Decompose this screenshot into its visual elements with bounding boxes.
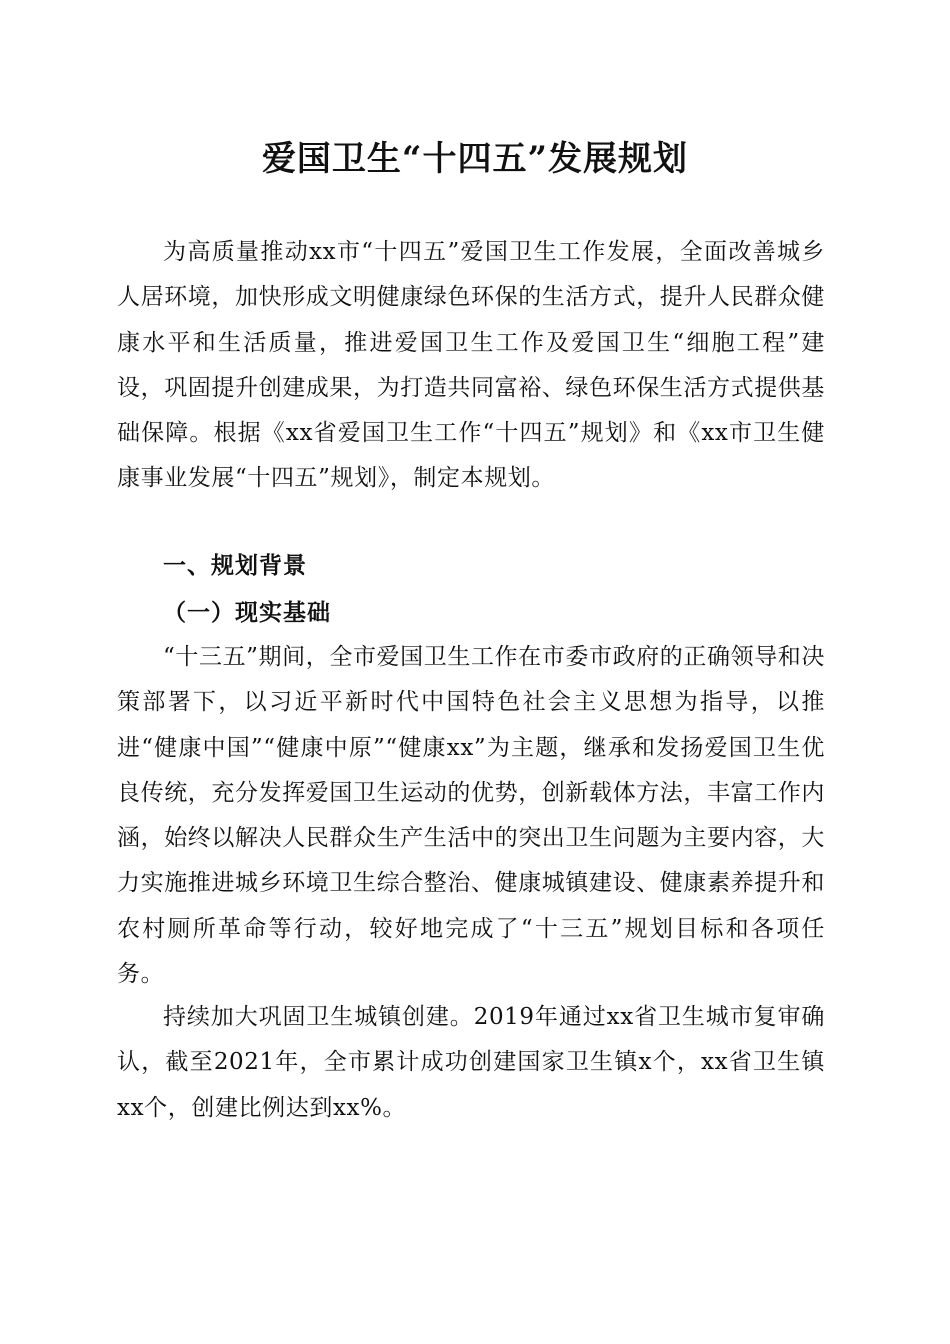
document-title: 爱国卫生“十四五”发展规划	[261, 139, 689, 179]
subsection-heading-basis: （一）现实基础	[163, 599, 331, 626]
town-creation-paragraph: 持续加大巩固卫生城镇创建。2019年通过xx省卫生城市复审确认，截至2021年，全市累计成功创建国家卫生镇x个，xx省卫生镇xx个，创建比例达到xx%。	[117, 1004, 825, 1121]
section-heading-background: 一、规划背景	[163, 553, 307, 579]
intro-paragraph: 为高质量推动xx市“十四五”爱国卫生工作发展，全面改善城乡人居环境，加快形成文明健康绿色环保的生活方式，提升人民群众健康水平和生活质量，推进爱国卫生工作及爱国卫生“细胞工程”建设，巩固提升创建成果，为打造共同富裕、绿色环保生活方式提供基础保障。根据《xx省爱国卫生工作“十四五”规划》和《xx市卫生健康事业发展“十四五”规划》，制定本规划。	[117, 239, 825, 492]
background-paragraph: “十三五”期间，全市爱国卫生工作在市委市政府的正确领导和决策部署下，以习近平新时代中国特色社会主义思想为指导，以推进“健康中国”“健康中原”“健康xx”为主题，继承和发扬爱国卫生优良传统，充分发挥爱国卫生运动的优势，创新载体方法，丰富工作内涵，始终以解决人民群众生产生活中的突出卫生问题为主要内容，大力实施推进城乡环境卫生综合整治、健康城镇建设、健康素养提升和农村厕所革命等行动，较好地完成了“十三五”规划目标和各项任务。	[117, 644, 825, 988]
